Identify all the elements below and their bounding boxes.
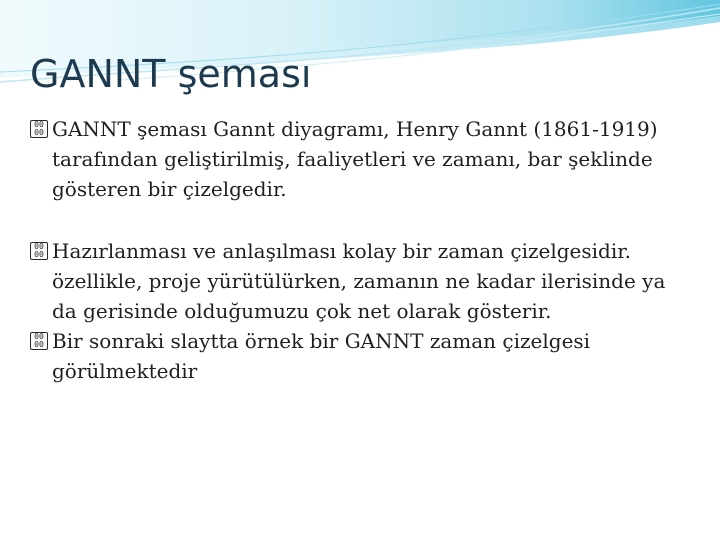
missing-glyph-icon: 00 00 — [30, 120, 48, 138]
slide-title: GANNT şeması — [30, 52, 312, 96]
missing-glyph-icon: 00 00 — [30, 242, 48, 260]
bullet-item — [30, 114, 690, 204]
bullet-text: Hazırlanması ve anlaşılması kolay bir zaman çizelgesidir. özellikle, proje yürütülürken, zamanın ne kadar ilerisinde ya da gerisinde olduğumuzu çok net olarak gösterir. — [52, 239, 666, 323]
bullet-text: GANNT şeması Gannt diyagramı, Henry Gannt (1861-1919) tarafından geliştirilmiş, faaliyetleri ve zamanı, bar şeklinde gösteren bir çizelgedir. — [52, 117, 658, 201]
bullet-item — [30, 236, 690, 326]
bullet-list — [30, 114, 690, 386]
bullet-item — [30, 326, 690, 386]
bullet-text: Bir sonraki slaytta örnek bir GANNT zaman çizelgesi görülmektedir — [52, 329, 591, 383]
missing-glyph-icon: 00 00 — [30, 332, 48, 350]
